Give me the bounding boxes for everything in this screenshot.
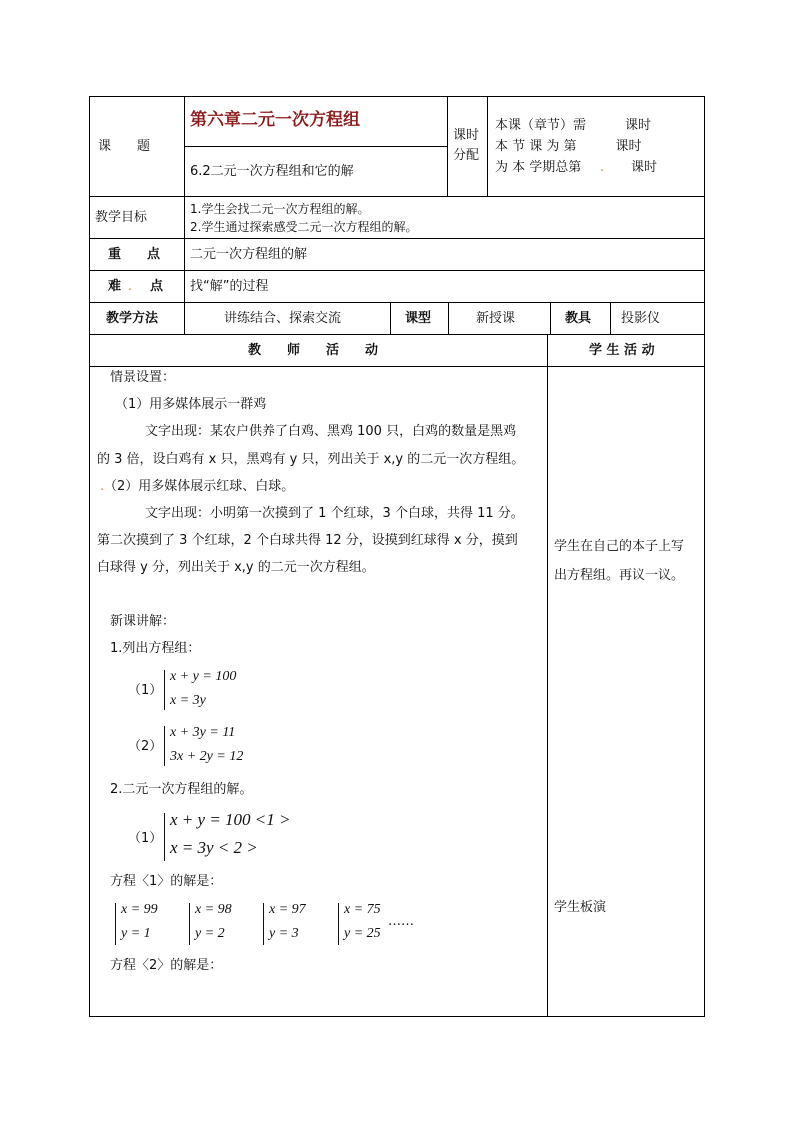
label-keti: 课 题 [98,139,151,154]
goal-line-1: 1.学生会找二元一次方程组的解。 [190,202,370,216]
label-method: 教学方法 [106,311,159,326]
eq-system-3-line-2: x = 3y < 2 > [170,838,258,857]
goal-line-2: 2.学生通过探索感受二元一次方程组的解。 [190,220,418,234]
solution-4-y: y = 25 [344,926,381,941]
eq-system-3-line-1: x + y = 100 <1 > [170,810,291,829]
label-difficulty-b: 点 [150,279,164,294]
step-2-heading: 2.二元一次方程组的解。 [110,782,253,797]
eq-system-3-label: （1） [128,831,163,846]
label-tools: 教具 [565,311,592,326]
student-note-1-line-2: 出方程组。再议一议。 [554,568,685,583]
label-key: 重 点 [108,247,161,262]
solution-4-x: x = 75 [344,902,381,917]
paragraph-1-line-1: 文字出现：某农户供养了白鸡、黑鸡 100 只，白鸡的数量是黑鸡 [145,424,517,439]
label-keshi: 课时 [453,128,480,143]
alloc-line-3-a: 为 本 学期总第 [495,160,582,175]
label-difficulty-dot: . [128,279,133,294]
solution-3-y: y = 3 [269,926,299,941]
alloc-line-3-b: 课时 [631,160,658,175]
student-note-2: 学生板演 [554,900,607,915]
student-note-1-line-1: 学生在自己的本子上写 [554,539,685,554]
alloc-line-2: 本 节 课 为 第 课时 [495,139,642,154]
paragraph-1-line-2: 的 3 倍，设白鸡有 x 只，黑鸡有 y 只，列出关于 x,y 的二元一次方程组。 [97,452,525,467]
new-lesson-heading: 新课讲解： [110,614,176,629]
solution-4-brace [338,903,339,945]
solution-1-label: 方程〈1〉的解是： [110,874,223,889]
scene-item-2-dot: . [100,479,105,494]
eq-system-1-line-2: x = 3y [170,693,206,708]
solution-3-brace [263,903,264,945]
solution-2-brace [189,903,190,945]
eq-system-2-line-1: x + 3y = 11 [170,725,236,740]
method-content: 讲练结合、探索交流 [224,311,342,326]
paragraph-2-line-1: 文字出现：小明第一次摸到了 1 个红球，3 个白球，共得 11 分。 [145,506,524,521]
solution-2-label: 方程〈2〉的解是： [110,958,223,973]
solution-2-y: y = 2 [195,926,225,941]
paragraph-2-line-2: 第二次摸到了 3 个红球，2 个白球共得 12 分，设摸到红球得 x 分，摸到 [97,533,518,548]
section-subtitle: 6.2二元一次方程组和它的解 [190,164,354,179]
solution-1-x: x = 99 [121,902,158,917]
solution-1-y: y = 1 [121,926,151,941]
label-lesson-type: 课型 [405,311,432,326]
eq-system-3-brace [164,813,165,861]
page-title: 第六章二元一次方程组 [190,110,360,130]
step-1-heading: 1.列出方程组： [110,641,201,656]
key-content: 二元一次方程组的解 [190,247,308,262]
scene-item-2: （2）用多媒体展示红球、白球。 [104,479,295,494]
alloc-line-3-dot: . [600,160,605,175]
label-goals: 教学目标 [95,210,148,225]
difficulty-content: 找“解”的过程 [190,279,269,294]
solutions-ellipsis: …… [388,914,414,929]
scene-item-1: （1）用多媒体展示一群鸡 [115,397,267,412]
eq-system-2-brace [164,726,165,766]
teacher-activity-header: 教 师 活 动 [248,343,379,358]
solution-1-brace [115,903,116,945]
solution-2-x: x = 98 [195,902,232,917]
student-activity-header: 学 生 活 动 [589,343,655,358]
lesson-type: 新授课 [476,311,516,326]
tools-content: 投影仪 [621,311,661,326]
label-fenpei: 分配 [453,148,480,163]
paragraph-2-line-3: 白球得 y 分，列出关于 x,y 的二元一次方程组。 [97,560,375,575]
eq-system-1-brace [164,670,165,710]
alloc-line-1: 本课（章节）需 课时 [495,118,652,133]
scene-heading: 情景设置： [110,370,176,385]
eq-system-1-line-1: x + y = 100 [170,669,237,684]
eq-system-2-line-2: 3x + 2y = 12 [170,749,244,764]
label-difficulty-a: 难 [108,279,122,294]
solution-3-x: x = 97 [269,902,306,917]
eq-system-2-label: （2） [128,739,163,754]
eq-system-1-label: （1） [128,683,163,698]
